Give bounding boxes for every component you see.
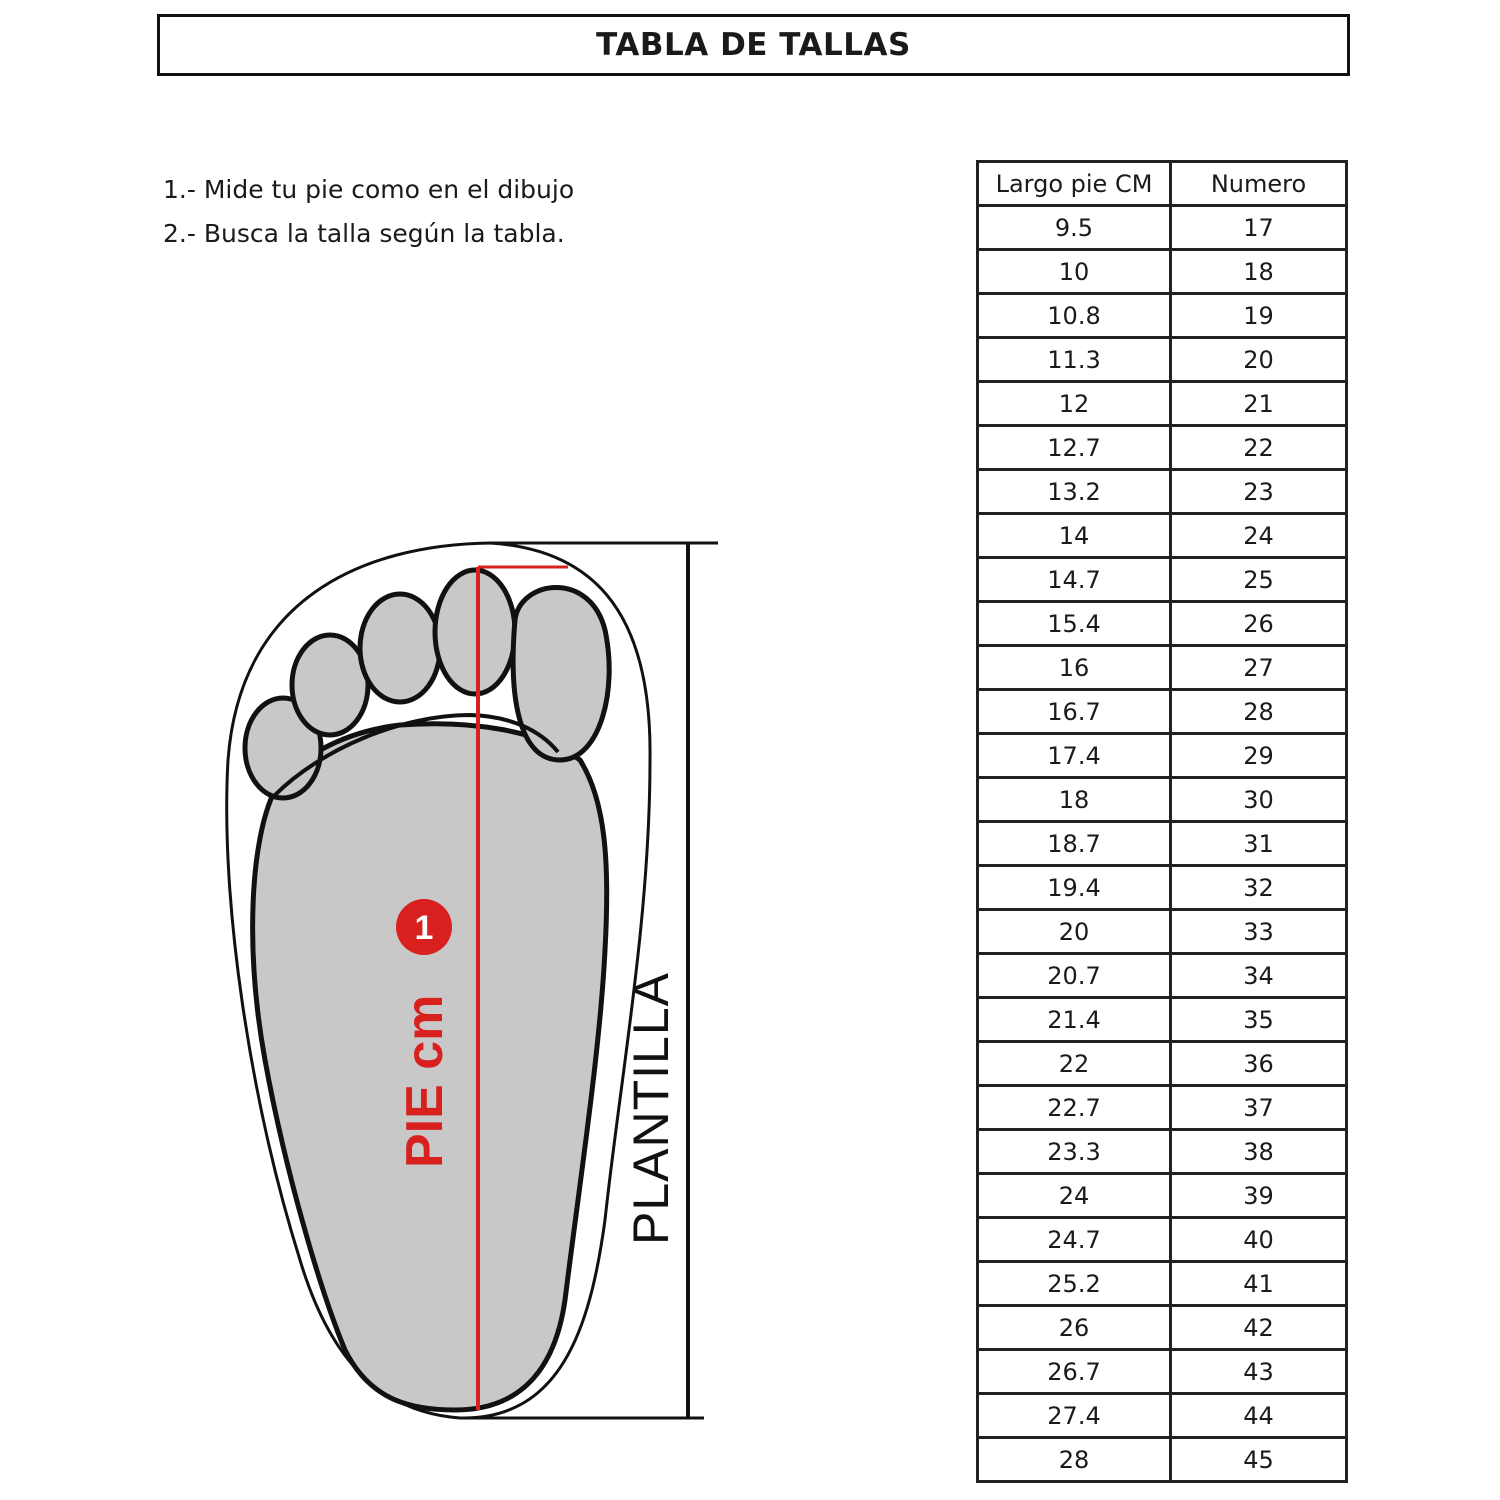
- table-row: [978, 734, 1347, 778]
- size-number-cell: 22: [1171, 426, 1347, 470]
- size-number-cell: 23: [1171, 470, 1347, 514]
- table-row: [978, 822, 1347, 866]
- toe-third: [360, 594, 440, 702]
- table-row: [978, 1438, 1347, 1482]
- size-number-cell: 30: [1171, 778, 1347, 822]
- table-row: [978, 1174, 1347, 1218]
- foot-length-cell: 19.4: [978, 866, 1171, 910]
- size-number-cell: 18: [1171, 250, 1347, 294]
- foot-length-cell: 10: [978, 250, 1171, 294]
- foot-length-cell: 14: [978, 514, 1171, 558]
- foot-length-cell: 10.8: [978, 294, 1171, 338]
- table-row: [978, 778, 1347, 822]
- size-number-cell: 17: [1171, 206, 1347, 250]
- size-number-cell: 24: [1171, 514, 1347, 558]
- table-row: [978, 1042, 1347, 1086]
- size-number-cell: 19: [1171, 294, 1347, 338]
- table-row: [978, 998, 1347, 1042]
- size-number-cell: 43: [1171, 1350, 1347, 1394]
- foot-length-cell: 28: [978, 1438, 1171, 1482]
- foot-length-cell: 24: [978, 1174, 1171, 1218]
- size-number-cell: 44: [1171, 1394, 1347, 1438]
- instruction-step-2: 2.- Busca la talla según la tabla.: [163, 219, 565, 248]
- size-number-cell: 31: [1171, 822, 1347, 866]
- table-row: [978, 1350, 1347, 1394]
- size-number-cell: 29: [1171, 734, 1347, 778]
- foot-length-cell: 26.7: [978, 1350, 1171, 1394]
- table-row: [978, 558, 1347, 602]
- table-row: [978, 646, 1347, 690]
- table-row: [978, 910, 1347, 954]
- table-header-row: [978, 162, 1347, 206]
- size-number-cell: 39: [1171, 1174, 1347, 1218]
- column-header-size-number: Numero: [1171, 162, 1347, 206]
- foot-length-cell: 14.7: [978, 558, 1171, 602]
- table-row: [978, 602, 1347, 646]
- table-row: [978, 1218, 1347, 1262]
- table-row: [978, 470, 1347, 514]
- size-number-cell: 45: [1171, 1438, 1347, 1482]
- size-number-cell: 40: [1171, 1218, 1347, 1262]
- instructions: [163, 168, 574, 256]
- size-number-cell: 21: [1171, 382, 1347, 426]
- size-number-cell: 28: [1171, 690, 1347, 734]
- foot-length-cell: 27.4: [978, 1394, 1171, 1438]
- size-number-cell: 41: [1171, 1262, 1347, 1306]
- size-number-cell: 33: [1171, 910, 1347, 954]
- foot-length-cell: 26: [978, 1306, 1171, 1350]
- size-table-body: [978, 206, 1347, 1482]
- size-table: [976, 160, 1348, 1483]
- table-row: [978, 1394, 1347, 1438]
- size-number-cell: 32: [1171, 866, 1347, 910]
- table-row: [978, 294, 1347, 338]
- foot-length-cell: 18.7: [978, 822, 1171, 866]
- step-badge-number: 1: [414, 909, 434, 947]
- toe-second: [435, 570, 515, 694]
- foot-length-cell: 25.2: [978, 1262, 1171, 1306]
- foot-length-cell: 23.3: [978, 1130, 1171, 1174]
- toe-big: [513, 588, 609, 761]
- foot-length-cell: 22.7: [978, 1086, 1171, 1130]
- table-row: [978, 206, 1347, 250]
- table-row: [978, 690, 1347, 734]
- foot-measurement-diagram: [200, 520, 760, 1440]
- foot-length-cell: 20.7: [978, 954, 1171, 998]
- foot-length-cell: 21.4: [978, 998, 1171, 1042]
- table-row: [978, 1130, 1347, 1174]
- foot-length-cell: 12.7: [978, 426, 1171, 470]
- foot-length-cell: 13.2: [978, 470, 1171, 514]
- table-row: [978, 1262, 1347, 1306]
- table-row: [978, 866, 1347, 910]
- foot-length-cell: 22: [978, 1042, 1171, 1086]
- foot-length-cell: 16.7: [978, 690, 1171, 734]
- table-row: [978, 1306, 1347, 1350]
- page-title: TABLA DE TALLAS: [157, 14, 1350, 76]
- size-number-cell: 34: [1171, 954, 1347, 998]
- table-row: [978, 954, 1347, 998]
- foot-length-cell: 12: [978, 382, 1171, 426]
- table-row: [978, 250, 1347, 294]
- foot-diagram-svg: [200, 520, 760, 1440]
- insole-label: PLANTILLA: [623, 971, 679, 1245]
- foot-length-cell: 16: [978, 646, 1171, 690]
- size-number-cell: 37: [1171, 1086, 1347, 1130]
- table-row: [978, 382, 1347, 426]
- foot-length-cell: 18: [978, 778, 1171, 822]
- size-number-cell: 42: [1171, 1306, 1347, 1350]
- size-number-cell: 27: [1171, 646, 1347, 690]
- size-number-cell: 35: [1171, 998, 1347, 1042]
- foot-length-cell: 17.4: [978, 734, 1171, 778]
- foot-length-cell: 9.5: [978, 206, 1171, 250]
- toe-fourth: [292, 635, 368, 735]
- table-row: [978, 426, 1347, 470]
- foot-length-cell: 11.3: [978, 338, 1171, 382]
- foot-length-cell: 20: [978, 910, 1171, 954]
- size-number-cell: 36: [1171, 1042, 1347, 1086]
- foot-length-cell: 15.4: [978, 602, 1171, 646]
- foot-length-cell: 24.7: [978, 1218, 1171, 1262]
- size-number-cell: 26: [1171, 602, 1347, 646]
- foot-length-label: PIE cm: [396, 994, 454, 1168]
- size-number-cell: 20: [1171, 338, 1347, 382]
- column-header-foot-length: Largo pie CM: [978, 162, 1171, 206]
- size-number-cell: 25: [1171, 558, 1347, 602]
- table-row: [978, 1086, 1347, 1130]
- table-row: [978, 514, 1347, 558]
- instruction-step-1: 1.- Mide tu pie como en el dibujo: [163, 175, 575, 204]
- size-number-cell: 38: [1171, 1130, 1347, 1174]
- table-row: [978, 338, 1347, 382]
